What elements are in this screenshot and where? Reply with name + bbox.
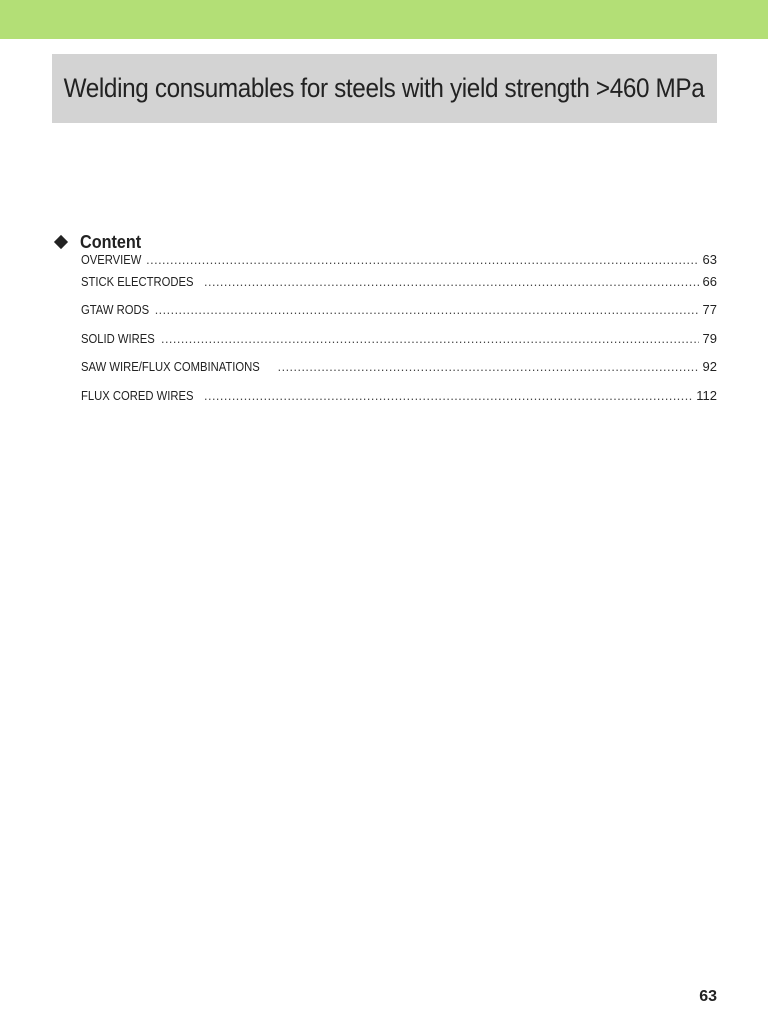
toc-entry-page: 63 bbox=[702, 252, 717, 267]
title-banner bbox=[52, 54, 717, 123]
toc-entry-stick-electrodes[interactable] bbox=[81, 274, 717, 302]
toc-list bbox=[81, 252, 717, 416]
toc-entry-label: SOLID WIRES bbox=[81, 331, 155, 346]
toc-entry-flux-cored-wires[interactable] bbox=[81, 388, 717, 416]
toc-entry-label: GTAW RODS bbox=[81, 303, 150, 318]
toc-dot-leader bbox=[155, 303, 699, 317]
table-of-contents bbox=[52, 230, 717, 416]
toc-dot-leader bbox=[161, 332, 699, 346]
diamond-bullet-icon bbox=[54, 235, 68, 249]
toc-entry-label: SAW WIRE/FLUX COMBINATIONS bbox=[81, 360, 260, 375]
toc-dot-leader bbox=[278, 360, 699, 374]
toc-dot-leader bbox=[146, 253, 698, 267]
toc-entry-gtaw-rods[interactable] bbox=[81, 302, 717, 330]
toc-dot-leader bbox=[204, 275, 699, 289]
toc-entry-label: STICK ELECTRODES bbox=[81, 275, 194, 289]
toc-entry-label: FLUX CORED WIRES bbox=[81, 388, 194, 403]
toc-entry-overview[interactable] bbox=[81, 252, 717, 274]
toc-entry-label: OVERVIEW bbox=[81, 253, 142, 267]
page-title: Welding consumables for steels with yield strength >460 MPa bbox=[64, 73, 705, 103]
toc-dot-leader bbox=[204, 389, 692, 403]
toc-entry-page: 79 bbox=[702, 330, 717, 346]
page-number: 63 bbox=[699, 988, 717, 1005]
toc-entry-page: 112 bbox=[696, 387, 717, 403]
toc-entry-page: 66 bbox=[702, 274, 717, 289]
toc-entry-page: 77 bbox=[702, 302, 717, 318]
toc-entry-page: 92 bbox=[702, 359, 717, 375]
toc-entry-solid-wires[interactable] bbox=[81, 331, 717, 359]
top-color-band bbox=[0, 0, 768, 39]
toc-heading bbox=[52, 230, 717, 254]
toc-entry-saw-wire-flux[interactable] bbox=[81, 359, 717, 387]
toc-heading-label: Content bbox=[80, 231, 142, 252]
